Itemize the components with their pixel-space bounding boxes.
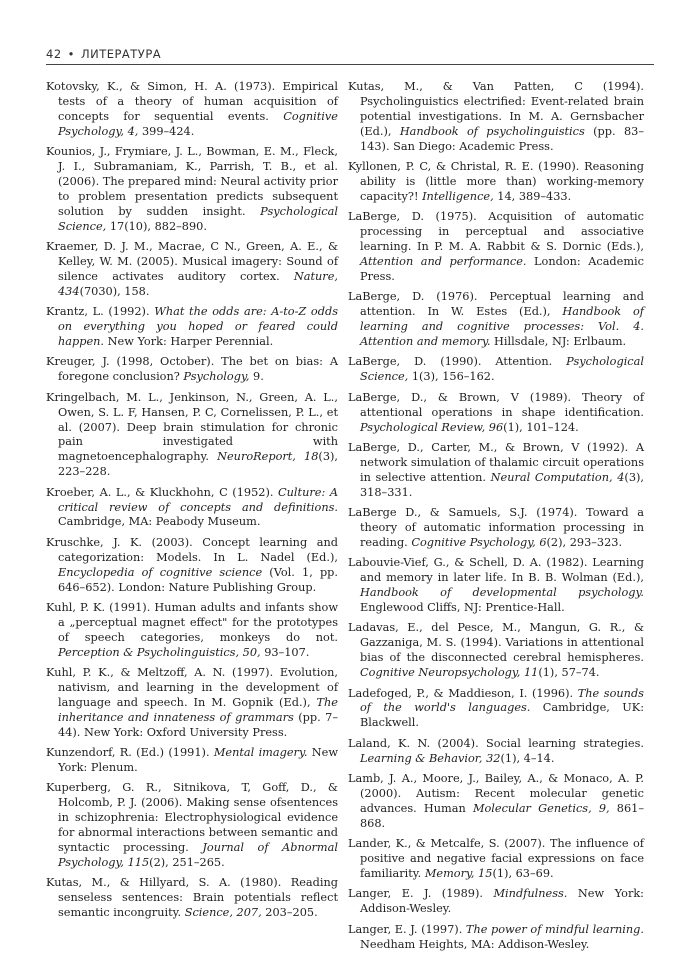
reference-entry [348,391,644,436]
reference-segment: LaBerge, D., Carter, M., & Brown, V (1992). A network simulation of thalamic circuit operations in selective attention. [348,440,644,484]
reference-entry [348,210,644,285]
reference-italic-segment: Psychological Science, [58,204,338,233]
reference-segment: (pp. 7–44). New York: Oxford University Press. [58,710,339,739]
reference-entry [46,536,338,596]
reference-italic-segment: Molecular Genetics, 9, [472,801,610,815]
reference-segment: Kroeber, A. L., & Kluckhohn, C (1952). [46,485,279,499]
reference-entry [46,876,338,921]
reference-italic-segment: Handbook of developmental psychology. [360,586,644,600]
reference-segment: Labouvie-Vief, G., & Schell, D. A. (1982). Learning and memory in later life. In B. B. Wolman (Ed.), [348,556,644,585]
reference-segment: Needham Heights, MA: Addison-Wesley. [360,937,590,951]
reference-italic-segment: Attention and performance. [360,254,527,268]
reference-segment: 17(10), 882–890. [106,219,207,233]
reference-italic-segment: Psychological Science, [360,355,644,384]
reference-italic-segment: Handbook of psycholinguistics [399,124,585,138]
reference-entry [46,305,338,350]
reference-italic-segment: Nature, 434 [58,269,338,298]
reference-entry [46,80,338,140]
reference-segment: 203–205. [261,906,318,920]
reference-italic-segment: Science, 207, [184,906,262,920]
reference-segment: Kuhl, P. K. (1991). Human adults and infants show a „perceptual magnet effect" for the prototypes of speech categories, monkeys do not. [46,601,338,644]
reference-entry [46,355,338,385]
reference-entry [46,781,338,870]
reference-segment: Krantz, L. (1992). [46,305,155,319]
reference-italic-segment: Encyclopedia of cognitive science [58,565,263,579]
reference-italic-segment: Cognitive Psychology, 4, [58,109,338,138]
reference-segment: Laland, K. N. (2004). Social learning strategies. [348,736,644,750]
reference-segment: Kunzendorf, R. (Ed.) (1991). [46,746,214,760]
reference-segment: 861–868. [360,801,644,830]
page-number: 42 [46,47,62,61]
reference-italic-segment: Neural Computation, 4 [490,470,625,484]
reference-italic-segment: Perception & Psycholinguistics, 50, [58,645,261,659]
running-header [46,44,654,64]
reference-entry [46,746,338,776]
reference-entry [348,887,644,917]
reference-segment: 1(3), 156–162. [408,370,495,384]
reference-segment: (1), 63–69. [492,867,554,880]
reference-entry [46,391,338,480]
reference-italic-segment: What the odds are: A-to-Z odds on everything you hoped or feared could happen. [58,305,338,348]
reference-segment: Kutas, M., & Hillyard, S. A. (1980). Reading senseless sentences: Brain potentials reflect semantic incongruity. [46,876,338,920]
reference-segment: Kutas, M., & Van Patten, C (1994). Psycholinguistics electrified: Event-related brain potential investigations. In M. A. Gernsbacher (Ed.), [348,80,644,138]
reference-segment: Langer, E. J. (1997). [348,922,466,936]
reference-entry [348,160,644,205]
reference-italic-segment: The power of mindful learning. [465,922,644,936]
reference-italic-segment: Learning & Behavior, 32 [360,751,501,765]
reference-entry [46,486,338,531]
reference-entry [348,621,644,681]
reference-segment: New York: Addison-Wesley. [360,887,644,916]
reference-italic-segment: Memory, 15 [424,867,493,880]
reference-segment: LaBerge, D. (1975). Acquisition of automatic processing in perceptual and associative learning. In P. M. A. Rabbit & S. Dornic (Eds.), [348,210,644,254]
reference-entry [46,601,338,661]
reference-segment: Kuhl, P. K., & Meltzoff, A. N. (1997). Evolution, nativism, and learning in the development of language and speech. In M. Gopnik (Ed.), [46,666,338,709]
reference-segment: (2), 293–323. [546,535,623,549]
reference-segment: New York: Harper Perennial. [104,335,274,348]
reference-italic-segment: Mindfulness. [493,887,568,901]
reference-entry [348,441,644,501]
reference-segment: Lamb, J. A., Moore, J., Bailey, A., & Monaco, A. P. (2000). Autism: Recent molecular genetic advances. Human [348,772,644,815]
reference-entry [348,772,644,832]
reference-entry [348,687,644,732]
reference-segment: Kyllonen, P. C, & Christal, R. E. (1990). Reasoning ability is (little more than) working-memory capacity?! [348,160,644,203]
reference-segment: (1), 57–74. [538,666,600,680]
reference-segment: (pp. 83–143). San Diego: Academic Press. [360,124,644,153]
section-title: ЛИТЕРАТУРА [80,47,162,61]
reference-entry [348,290,644,350]
reference-entry [46,145,338,234]
reference-segment: (3), 318–331. [360,470,644,499]
reference-entry [348,556,644,616]
reference-italic-segment: Mental imagery. [213,746,308,760]
reference-segment: 93–107. [260,645,310,659]
header-divider [46,64,654,65]
reference-segment: 9. [249,370,264,384]
reference-segment: 14, 389–433. [493,189,572,203]
reference-segment: 399–424. [138,124,195,138]
reference-italic-segment: Intelligence, [422,189,494,203]
reference-italic-segment: NeuroReport, 18 [217,450,319,464]
reference-segment: (Vol. 1, pp. 646–652). London: Nature Publishing Group. [58,565,339,594]
reference-segment: Ladefoged, P., & Maddieson, I. (1996). [348,686,578,700]
reference-italic-segment: The sounds of the world's languages. [360,686,644,715]
reference-italic-segment: The inheritance and innateness of grammars [58,695,338,724]
reference-italic-segment: Culture: A critical review of concepts and definitions. [58,485,338,514]
reference-segment: Kringelbach, M. L., Jenkinson, N., Green, A. L., Owen, S. L. F, Hansen, P. C, Cornelissen, P. L., et al. (2007). Deep brain stimulation for chronic pain investigated with magnetoencephalography. [46,390,338,464]
reference-segment: Kraemer, D. J. M., Macrae, C N., Green, A. E., & Kelley, W. M. (2005). Musical imagery: Sound of silence activates auditory cortex. [46,240,338,283]
reference-segment: Kuperberg, G. R., Sitnikova, T, Goff, D., & Holcomb, P. J. (2006). Making sense ofsentences in schizophrenia: Electrophysiological evidence for abnormal interactions between semantic and syntactic processing. [46,781,338,855]
reference-italic-segment: Journal of Abnormal Psychology, 115 [58,841,338,869]
reference-entry [348,737,644,767]
reference-segment: Kounios, J., Frymiare, J. L., Bowman, E. M., Fleck, J. I., Subramaniam, K., Parrish, T. B., et al. (2006). The prepared mind: Neural activity prior to problem presentation predicts subsequent solution by sudden insight. [46,145,338,218]
reference-segment: Kotovsky, K., & Simon, H. A. (1973). Empirical tests of a theory of human acquisition of concepts for sequential events. [46,80,338,123]
reference-italic-segment: Psychology, [183,370,250,384]
reference-segment: Englewood Cliffs, NJ: Prentice-Hall. [360,601,565,614]
reference-italic-segment: Psychological Review, 96 [360,420,504,434]
reference-entry [46,666,338,741]
header-bullet: • [67,47,75,61]
reference-entry [348,80,644,155]
reference-entry [348,506,644,551]
reference-segment: London: Academic Press. [360,254,645,283]
reference-segment: Ladavas, E., del Pesce, M., Mangun, G. R., & Gazzaniga, M. S. (1994). Variations in attentional bias of the disconnected cerebral hemispheres. [348,621,644,665]
reference-segment: Kruschke, J. K. (2003). Concept learning and categorization: Models. In L. Nadel (Ed.), [46,535,338,564]
reference-segment: LaBerge, D. (1976). Perceptual learning and attention. In W. Estes (Ed.), [348,290,644,319]
reference-segment: Lander, K., & Metcalfe, S. (2007). The influence of positive and negative facial expressions on face familiarity. [348,837,644,880]
reference-entry [348,355,644,385]
reference-segment: LaBerge, D. (1990). Attention. [348,355,567,369]
reference-segment: Hillsdale, NJ: Erlbaum. [490,335,627,348]
reference-segment: LaBerge, D., & Brown, V (1989). Theory of attentional operations in shape identification. [348,390,644,419]
reference-italic-segment: Cognitive Neuropsychology, 11 [360,666,539,680]
reference-segment: Langer, E. J. (1989). [348,887,494,901]
reference-italic-segment: Cognitive Psychology, 6 [411,535,547,549]
right-column [348,80,644,958]
reference-italic-segment: Handbook of learning and cognitive processes: Vol. 4. Attention and memory. [360,305,644,348]
reference-segment: (3), 223–228. [58,450,338,479]
reference-segment: LaBerge D., & Samuels, S.J. (1974). Toward a theory of automatic information processing in reading. [348,506,644,549]
reference-segment: (1), 101–124. [503,420,579,434]
reference-entry [348,923,644,953]
reference-segment: (7030), 158. [79,284,150,298]
reference-segment: (2), 251–265. [149,856,225,869]
reference-entry [46,240,338,300]
reference-segment: Cambridge, UK: Blackwell. [360,701,644,730]
reference-segment: Cambridge, MA: Peabody Museum. [58,515,261,529]
reference-entry [348,837,644,882]
left-column [46,80,338,927]
reference-segment: (1), 4–14. [500,751,555,765]
reference-segment: New York: Plenum. [58,746,338,775]
reference-segment: Kreuger, J. (1998, October). The bet on bias: A foregone conclusion? [46,355,338,384]
